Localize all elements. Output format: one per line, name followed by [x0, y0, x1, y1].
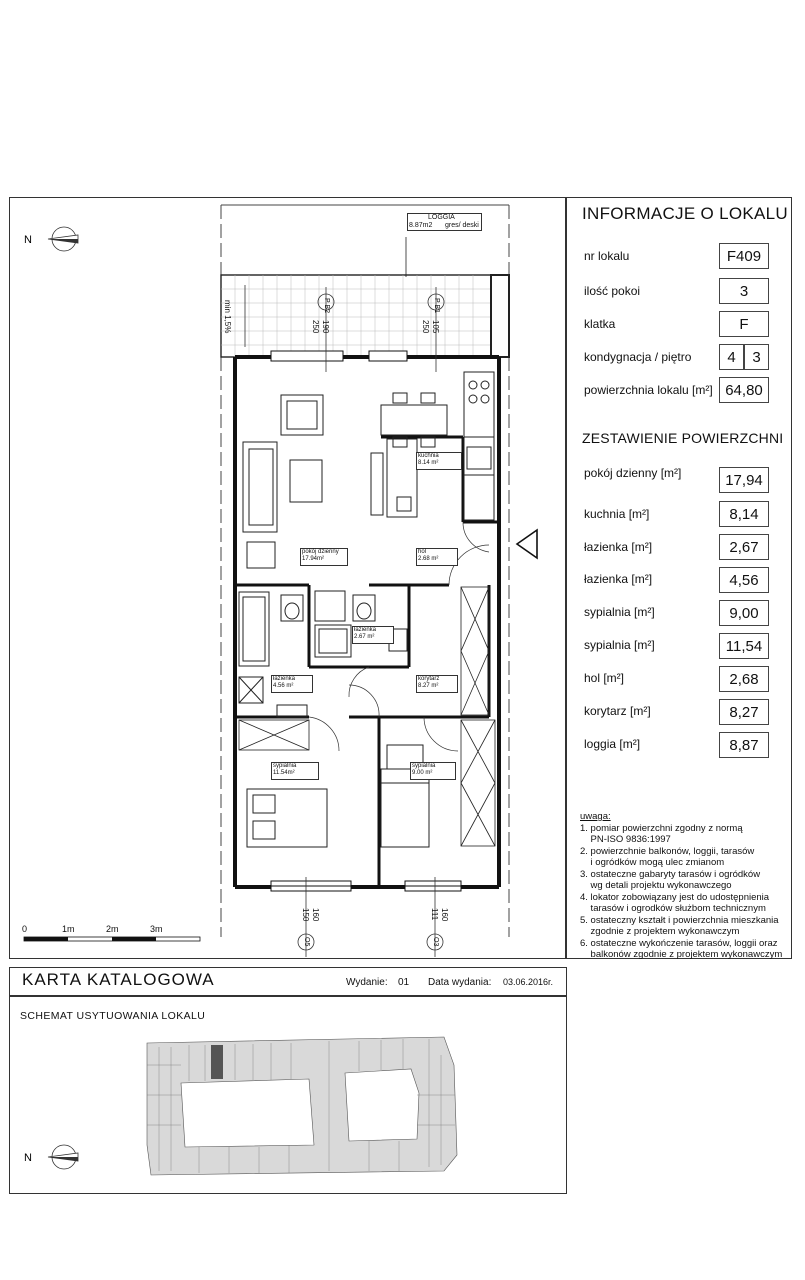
- info-label: kondygnacja / piętro: [584, 350, 692, 364]
- note-line: i ogródków mogą ulec zmianom: [580, 857, 725, 868]
- summary-value: 4,56: [719, 567, 769, 593]
- loggia-area: 8.87m2: [409, 222, 433, 229]
- note-line: wg detali projektu wykonawczego: [580, 880, 732, 891]
- note-line: 2. powierzchnie balkonów, loggii, tarasów: [580, 845, 755, 857]
- room-label-bedroom: sypialnia 9.00 m²: [410, 762, 456, 780]
- info-title: INFORMACJE O LOKALU: [582, 204, 788, 223]
- summary-label: łazienka [m²]: [584, 572, 653, 586]
- scale-bar: [24, 937, 200, 941]
- summary-label: pokój dzienny [m²]: [584, 466, 682, 480]
- note-line: PN-ISO 9836:1997: [580, 834, 671, 845]
- summary-value: 17,94: [719, 467, 769, 493]
- summary-value: 2,67: [719, 534, 769, 560]
- room-label-bedroom: sypialnia 11.54m²: [271, 762, 319, 780]
- window-width: 150: [301, 908, 310, 922]
- svg-text:N: N: [24, 1152, 32, 1164]
- summary-label: korytarz [m²]: [584, 704, 651, 718]
- scale-label: 1m: [62, 924, 75, 934]
- summary-value: 8,87: [719, 732, 769, 758]
- svg-text:N: N: [24, 234, 32, 246]
- window-width: 111: [430, 908, 439, 921]
- window-code: P B1: [433, 298, 440, 314]
- window-width: 105: [431, 320, 440, 334]
- note-line: 6. ostateczne wykończenie tarasów, loggii oraz: [580, 937, 778, 949]
- summary-label: sypialnia [m²]: [584, 605, 655, 619]
- note-line: zgodnie z projektem wykonawczym: [580, 926, 740, 937]
- north-arrow-icon: [24, 227, 78, 251]
- info-label: nr lokalu: [584, 249, 630, 263]
- floor-pietro: 3: [744, 344, 769, 370]
- note-line: balkonów zgodnie z projektem wykonawczym: [580, 949, 783, 960]
- window-code: P B2: [323, 298, 330, 314]
- window-width: 190: [321, 320, 330, 334]
- loggia-name: LOGGIA: [428, 214, 455, 221]
- summary-label: loggia [m²]: [584, 737, 641, 751]
- notes: [580, 811, 782, 961]
- date-value: 03.06.2016r.: [503, 977, 554, 987]
- edition-label: Wydanie:: [346, 977, 388, 988]
- summary-value: 9,00: [719, 600, 769, 626]
- edition-value: 01: [398, 977, 410, 988]
- room-label-bathroom: łazienka 4.56 m²: [271, 675, 313, 693]
- loggia-finish: gres/ deski: [445, 222, 479, 229]
- date-label: Data wydania:: [428, 977, 492, 988]
- window-height: 160: [311, 908, 320, 922]
- footer-title: KARTA KATALOGOWA: [22, 970, 215, 989]
- note-line: 4. lokator zobowiązany jest do udostępnienia: [580, 891, 770, 903]
- building-scheme: [9, 995, 565, 1192]
- entrance-triangle-icon: [517, 530, 537, 558]
- info-value: 64,80: [719, 377, 769, 403]
- note-line: 1. pomiar powierzchni zgodny z normą: [580, 822, 743, 834]
- info-value: F: [719, 311, 769, 337]
- summary-value: 2,68: [719, 666, 769, 692]
- note-line: tarasów i ogrodków służbom technicznym: [580, 903, 766, 914]
- room-label-bathroom: łazienka 2.67 m²: [352, 626, 394, 644]
- summary-label: sypialnia [m²]: [584, 638, 655, 652]
- room-label-living: pokój dzienny 17.94m²: [300, 548, 348, 566]
- window-height: 250: [421, 320, 430, 334]
- note-line: 5. ostateczny kształt i powierzchnia mieszkania: [580, 914, 779, 926]
- info-label: klatka: [584, 317, 616, 331]
- summary-label: łazienka [m²]: [584, 540, 653, 554]
- unit-highlight: [211, 1045, 223, 1079]
- north-arrow-icon: [24, 1145, 78, 1169]
- room-label-kitchen: kuchnia 8.14 m²: [416, 452, 462, 470]
- slope-label: min 1,5%: [223, 300, 232, 334]
- scale-label: 2m: [106, 924, 119, 934]
- info-label: powierzchnia lokalu [m²]: [584, 383, 713, 397]
- window-height: 160: [440, 908, 449, 922]
- info-value: 3: [719, 278, 769, 304]
- scheme-title: SCHEMAT USYTUOWANIA LOKALU: [20, 1010, 206, 1022]
- summary-label: hol [m²]: [584, 671, 625, 685]
- room-label-hall: hol 2.68 m²: [416, 548, 458, 566]
- scale-label: 0: [22, 924, 28, 934]
- floor-kondygnacja: 4: [719, 344, 744, 370]
- summary-label: kuchnia [m²]: [584, 507, 650, 521]
- loggia-floor: [221, 237, 509, 357]
- window-height: 250: [311, 320, 320, 334]
- floor-plan: [9, 197, 565, 957]
- info-label: ilość pokoi: [584, 284, 641, 298]
- window-code: O5: [303, 937, 310, 947]
- summary-value: 8,14: [719, 501, 769, 527]
- summary-title: ZESTAWIENIE POWIERZCHNI: [582, 430, 784, 446]
- note-line: 3. ostateczne gabaryty tarasów i ogródków: [580, 868, 761, 880]
- summary-value: 11,54: [719, 633, 769, 659]
- room-label-corridor: korytarz 8.27 m²: [416, 675, 458, 693]
- notes-title: uwaga:: [580, 811, 611, 822]
- info-value: F409: [719, 243, 769, 269]
- summary-value: 8,27: [719, 699, 769, 725]
- scale-label: 3m: [150, 924, 163, 934]
- window-code: O3: [432, 937, 439, 947]
